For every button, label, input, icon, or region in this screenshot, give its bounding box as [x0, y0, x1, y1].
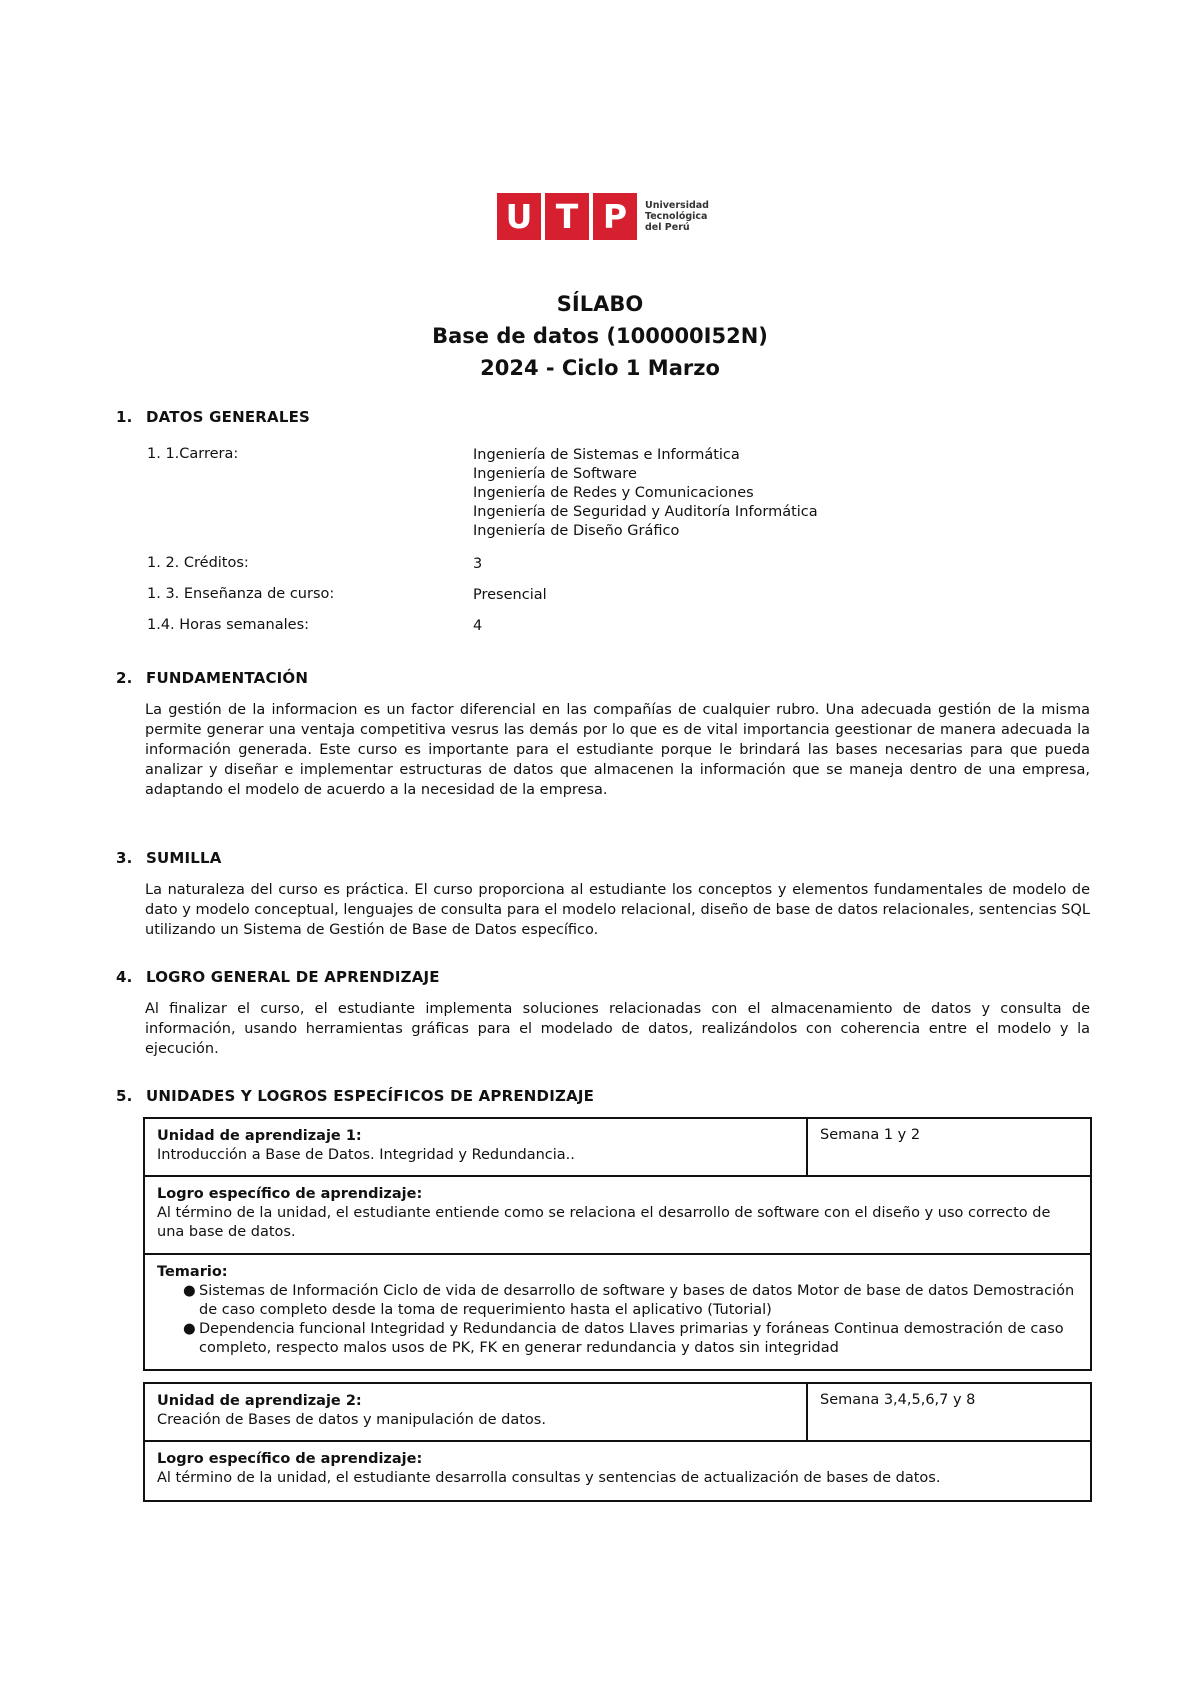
carrera-item: Ingeniería de Redes y Comunicaciones [473, 485, 754, 501]
carrera-item: Ingeniería de Diseño Gráfico [473, 523, 680, 539]
section-heading-unidades: 5. UNIDADES Y LOGROS ESPECÍFICOS DE APRENDIZAJE [116, 1087, 595, 1105]
logro-especifico-text: Al término de la unidad, el estudiante desarrolla consultas y sentencias de actualización de bases de datos. [157, 1470, 941, 1486]
unit-label: Unidad de aprendizaje 1: [157, 1128, 362, 1144]
list-item: ● Sistemas de Información Ciclo de vida de desarrollo de software y bases de datos Motor de base de datos Demostración de caso completo desde la toma de requerimiento hasta el aplicativo (Tutorial) [183, 1283, 1075, 1318]
section-heading-sumilla: 3. SUMILLA [116, 849, 222, 867]
section-heading-logro-general: 4. LOGRO GENERAL DE APRENDIZAJE [116, 968, 440, 986]
logro-especifico-label: Logro específico de aprendizaje: [157, 1186, 423, 1202]
carrera-item: Ingeniería de Seguridad y Auditoría Informática [473, 504, 818, 520]
unit-table-2 [143, 1382, 1092, 1502]
unit-label: Unidad de aprendizaje 2: [157, 1393, 362, 1409]
course-name: Base de datos (100000I52N) [432, 324, 768, 348]
horas-value: 4 [473, 618, 483, 634]
carrera-list [473, 446, 818, 541]
carrera-item: Ingeniería de Software [473, 466, 637, 482]
course-period: 2024 - Ciclo 1 Marzo [480, 356, 720, 380]
fundamentacion-text: La gestión de la informacion es un factor diferencial en las compañías de cualquier rubro. Una adecuada gestión de la misma permite generar una ventaja competitiva vesrus las demás por lo que es de vital importancia geestionar de manera adecuada la información generada. Este curso es importante para el estudiante porque le brindará las bases necesarias para que pueda analizar y diseñar e implementar estructuras de datos que almacenen la información que se maneja dentro de una empresa, adaptando el modelo de acuerdo a la necesidad de la empresa. [145, 702, 1090, 798]
section-heading-datos-generales: 1. DATOS GENERALES [116, 408, 311, 426]
utp-logo [497, 193, 709, 240]
unit-title: Creación de Bases de datos y manipulación de datos. [157, 1412, 546, 1428]
section-heading-fundamentacion: 2. FUNDAMENTACIÓN [116, 669, 309, 687]
logo-wordmark: Universidad Tecnológica del Perú [645, 200, 709, 233]
unit-table-1 [143, 1117, 1092, 1371]
logo-letter-u: U [505, 197, 533, 236]
doc-title: SÍLABO [556, 292, 644, 316]
carrera-label: 1. 1.Carrera: [147, 446, 239, 462]
logo-mark [497, 193, 637, 240]
sumilla-text: La naturaleza del curso es práctica. El curso proporciona al estudiante los conceptos y elementos fundamentales de modelo de dato y modelo conceptual, lenguajes de consulta para el modelo relacional, diseño de base de datos relacionales, sentencias SQL utilizando un Sistema de Gestión de Base de Datos específico. [145, 882, 1090, 938]
carrera-item: Ingeniería de Sistemas e Informática [473, 447, 740, 463]
logo-letter-p: P [602, 197, 628, 236]
temario-label: Temario: [157, 1264, 228, 1280]
horas-label: 1.4. Horas semanales: [147, 617, 310, 633]
ensenanza-value: Presencial [473, 587, 547, 603]
temario-list [157, 1282, 1078, 1358]
unit-weeks: Semana 1 y 2 [820, 1127, 921, 1143]
creditos-value: 3 [473, 556, 483, 572]
creditos-label: 1. 2. Créditos: [147, 555, 249, 571]
unit-weeks: Semana 3,4,5,6,7 y 8 [820, 1392, 976, 1408]
logro-especifico-text: Al término de la unidad, el estudiante entiende como se relaciona el desarrollo de software con el diseño y uso correcto de una base de datos. [157, 1205, 1051, 1240]
unit-title: Introducción a Base de Datos. Integridad y Redundancia.. [157, 1147, 575, 1163]
list-item: ● Dependencia funcional Integridad y Redundancia de datos Llaves primarias y foráneas Continua demostración de caso completo, respecto malos usos de PK, FK en generar redundancia y datos sin integridad [183, 1321, 1064, 1356]
logro-general-text: Al finalizar el curso, el estudiante implementa soluciones relacionadas con el almacenamiento de datos y consulta de información, usando herramientas gráficas para el modelado de datos, realizándolos con coherencia entre el modelo y la ejecución. [145, 1001, 1090, 1057]
logo-letter-t: T [555, 197, 579, 236]
logro-especifico-label: Logro específico de aprendizaje: [157, 1451, 423, 1467]
ensenanza-label: 1. 3. Enseñanza de curso: [147, 586, 335, 602]
